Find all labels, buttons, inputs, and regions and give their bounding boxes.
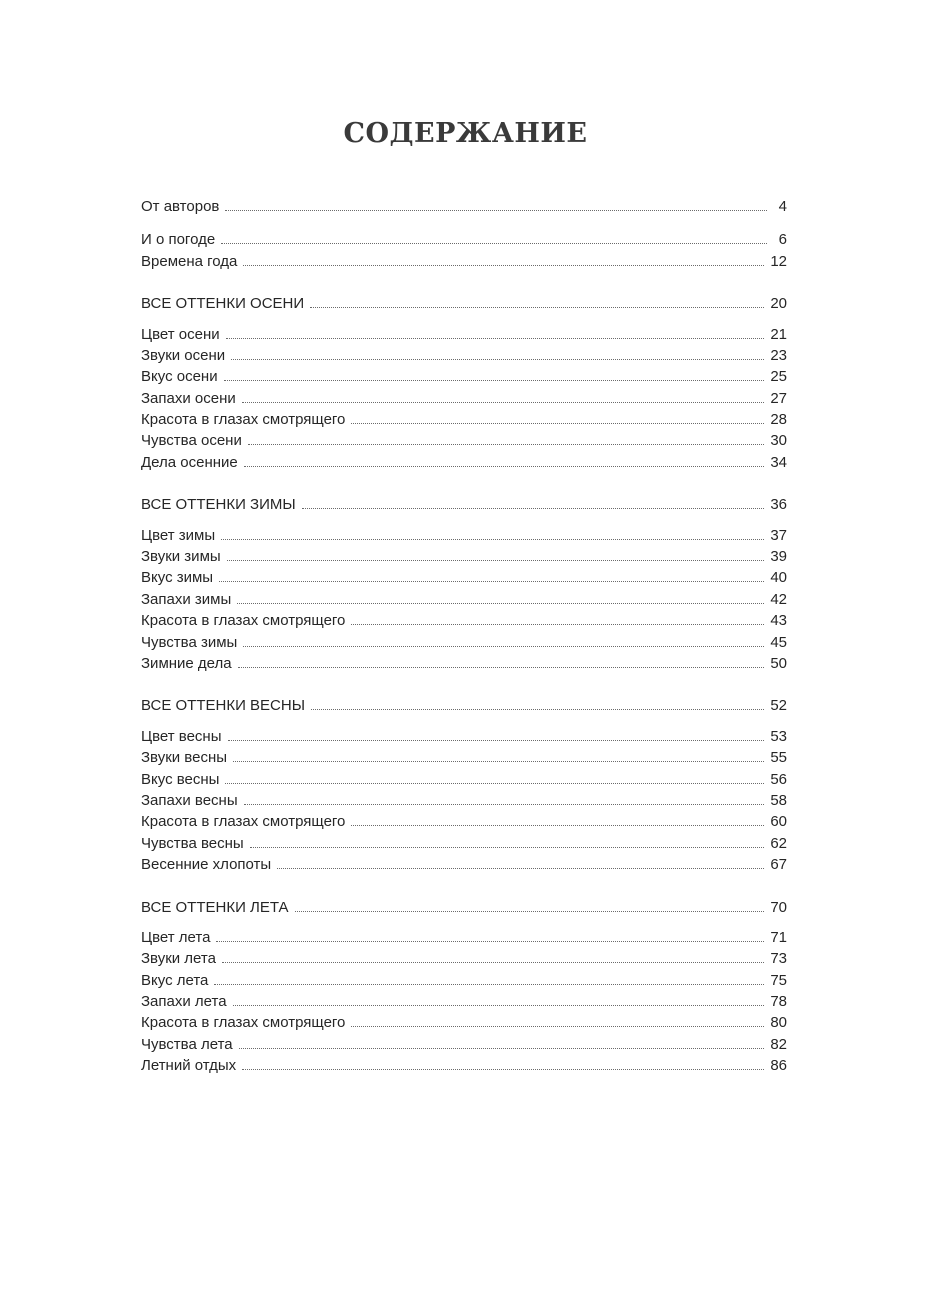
toc-entry[interactable]: [141, 928, 787, 948]
toc-entry-label: И о погоде: [141, 231, 216, 248]
toc-entry-label: Вкус зимы: [141, 569, 214, 586]
toc-entry-page: 21: [770, 326, 787, 343]
dot-leader: [250, 846, 765, 848]
toc-entry-page: 25: [770, 368, 787, 385]
toc-entry-page: 6: [778, 231, 787, 248]
toc-section-heading[interactable]: [141, 495, 787, 515]
toc-entry-label: ВСЕ ОТТЕНКИ ОСЕНИ: [141, 295, 305, 312]
dot-leader: [222, 961, 764, 963]
dot-leader: [311, 708, 764, 710]
dot-leader: [225, 782, 764, 784]
toc-entry[interactable]: [141, 949, 787, 969]
toc-entry-page: 82: [770, 1036, 787, 1053]
toc-entry-label: ВСЕ ОТТЕНКИ ЛЕТА: [141, 899, 289, 916]
dot-leader: [226, 337, 765, 339]
toc-entry-label: Зимние дела: [141, 655, 232, 672]
dot-leader: [277, 867, 764, 869]
toc-entry-page: 71: [770, 929, 787, 946]
toc-entry[interactable]: [141, 992, 787, 1012]
toc-entry[interactable]: [141, 325, 787, 345]
dot-leader: [351, 623, 764, 625]
dot-leader: [214, 983, 764, 985]
toc-entry-label: Чувства лета: [141, 1036, 233, 1053]
dot-leader: [244, 803, 765, 805]
toc-entry-page: 42: [770, 591, 787, 608]
toc-entry-label: Вкус лета: [141, 972, 209, 989]
dot-leader: [231, 358, 764, 360]
toc-entry-page: 58: [770, 792, 787, 809]
toc-entry[interactable]: [141, 654, 787, 674]
dot-leader: [351, 824, 764, 826]
page-title: СОДЕРЖАНИЕ: [343, 118, 588, 149]
dot-leader: [351, 422, 764, 424]
toc-entry-label: Звуки осени: [141, 347, 226, 364]
toc-section-heading[interactable]: [141, 294, 787, 314]
toc-entry-label: Времена года: [141, 253, 238, 270]
toc-entry-page: 60: [770, 813, 787, 830]
toc-entry-page: 62: [770, 835, 787, 852]
toc-entry-label: Весенние хлопоты: [141, 856, 272, 873]
dot-leader: [224, 379, 765, 381]
dot-leader: [351, 1025, 764, 1027]
toc-entry-label: Красота в глазах смотрящего: [141, 411, 346, 428]
toc-entry[interactable]: [141, 1035, 787, 1055]
toc-entry-label: Красота в глазах смотрящего: [141, 612, 346, 629]
toc-entry-page: 50: [770, 655, 787, 672]
toc-entry[interactable]: [141, 855, 787, 875]
toc-entry-label: Чувства весны: [141, 835, 244, 852]
toc-entry-page: 40: [770, 569, 787, 586]
toc-entry[interactable]: [141, 568, 787, 588]
toc-entry-label: Цвет лета: [141, 929, 211, 946]
toc-entry[interactable]: [141, 834, 787, 854]
toc-section-heading[interactable]: [141, 898, 787, 918]
toc-entry-page: 45: [770, 634, 787, 651]
toc-entry-label: Цвет весны: [141, 728, 222, 745]
toc-entry-label: Звуки лета: [141, 950, 216, 967]
toc-entry-label: Запахи лета: [141, 993, 227, 1010]
toc-entry[interactable]: [141, 389, 787, 409]
toc-entry-page: 34: [770, 454, 787, 471]
toc-entry-label: Вкус осени: [141, 368, 218, 385]
toc-entry-label: Запахи зимы: [141, 591, 232, 608]
dot-leader: [227, 559, 765, 561]
toc-entry-page: 27: [770, 390, 787, 407]
toc-entry[interactable]: [141, 410, 787, 430]
dot-leader: [295, 910, 765, 912]
toc-entry-page: 52: [770, 697, 787, 714]
toc-entry-label: Летний отдых: [141, 1057, 237, 1074]
dot-leader: [242, 1068, 764, 1070]
toc-entry[interactable]: [141, 1013, 787, 1033]
dot-leader: [216, 940, 764, 942]
toc-entry[interactable]: [141, 346, 787, 366]
toc-entry-label: ВСЕ ОТТЕНКИ ВЕСНЫ: [141, 697, 305, 714]
dot-leader: [238, 666, 765, 668]
toc-entry[interactable]: [141, 727, 787, 747]
toc-entry[interactable]: [141, 197, 787, 217]
toc-entry-page: 73: [770, 950, 787, 967]
dot-leader: [243, 645, 764, 647]
toc-entry[interactable]: [141, 526, 787, 546]
toc-entry[interactable]: [141, 547, 787, 567]
toc-entry-label: Запахи осени: [141, 390, 236, 407]
toc-entry[interactable]: [141, 431, 787, 451]
toc-entry[interactable]: [141, 770, 787, 790]
toc-entry[interactable]: [141, 230, 787, 250]
toc-entry[interactable]: [141, 590, 787, 610]
toc-entry[interactable]: [141, 611, 787, 631]
dot-leader: [248, 443, 764, 445]
toc-entry-page: 80: [770, 1014, 787, 1031]
dot-leader: [228, 739, 765, 741]
toc-entry[interactable]: [141, 633, 787, 653]
toc-entry-page: 75: [770, 972, 787, 989]
toc-entry-page: 12: [770, 253, 787, 270]
toc-entry[interactable]: [141, 812, 787, 832]
dot-leader: [310, 306, 764, 308]
toc-entry-page: 78: [770, 993, 787, 1010]
toc-entry-label: От авторов: [141, 198, 220, 215]
toc-entry[interactable]: [141, 367, 787, 387]
toc-entry-page: 30: [770, 432, 787, 449]
toc-entry[interactable]: [141, 1056, 787, 1076]
toc-entry[interactable]: [141, 252, 787, 272]
dot-leader: [221, 538, 764, 540]
toc-entry-label: Дела осенние: [141, 454, 238, 471]
toc-entry-page: 86: [770, 1057, 787, 1074]
toc-entry-label: Запахи весны: [141, 792, 238, 809]
toc-section-heading[interactable]: [141, 696, 787, 716]
toc-entry[interactable]: [141, 971, 787, 991]
toc-entry-label: ВСЕ ОТТЕНКИ ЗИМЫ: [141, 496, 296, 513]
toc-entry-page: 28: [770, 411, 787, 428]
toc-entry-page: 67: [770, 856, 787, 873]
toc-entry-page: 4: [778, 198, 787, 215]
toc-entry[interactable]: [141, 791, 787, 811]
toc-entry-label: Звуки зимы: [141, 548, 221, 565]
dot-leader: [225, 209, 767, 211]
dot-leader: [243, 264, 764, 266]
toc-entry-page: 53: [770, 728, 787, 745]
toc-entry-label: Чувства зимы: [141, 634, 238, 651]
toc-entry-label: Чувства осени: [141, 432, 242, 449]
dot-leader: [221, 242, 767, 244]
toc-entry-page: 23: [770, 347, 787, 364]
toc-entry-page: 43: [770, 612, 787, 629]
toc-entry-label: Звуки весны: [141, 749, 228, 766]
toc-entry[interactable]: [141, 748, 787, 768]
toc-entry[interactable]: [141, 453, 787, 473]
toc-entry-page: 56: [770, 771, 787, 788]
toc-entry-page: 70: [770, 899, 787, 916]
toc-entry-label: Цвет осени: [141, 326, 220, 343]
dot-leader: [237, 602, 764, 604]
dot-leader: [302, 507, 765, 509]
dot-leader: [233, 760, 764, 762]
dot-leader: [239, 1047, 765, 1049]
toc-entry-page: 36: [770, 496, 787, 513]
toc-entry-label: Вкус весны: [141, 771, 220, 788]
toc-entry-label: Красота в глазах смотрящего: [141, 1014, 346, 1031]
toc-entry-label: Красота в глазах смотрящего: [141, 813, 346, 830]
dot-leader: [242, 401, 765, 403]
dot-leader: [244, 465, 765, 467]
toc-entry-page: 39: [770, 548, 787, 565]
toc-entry-page: 20: [770, 295, 787, 312]
toc-entry-page: 55: [770, 749, 787, 766]
dot-leader: [219, 580, 764, 582]
toc-entry-page: 37: [770, 527, 787, 544]
toc-entry-label: Цвет зимы: [141, 527, 216, 544]
dot-leader: [233, 1004, 765, 1006]
